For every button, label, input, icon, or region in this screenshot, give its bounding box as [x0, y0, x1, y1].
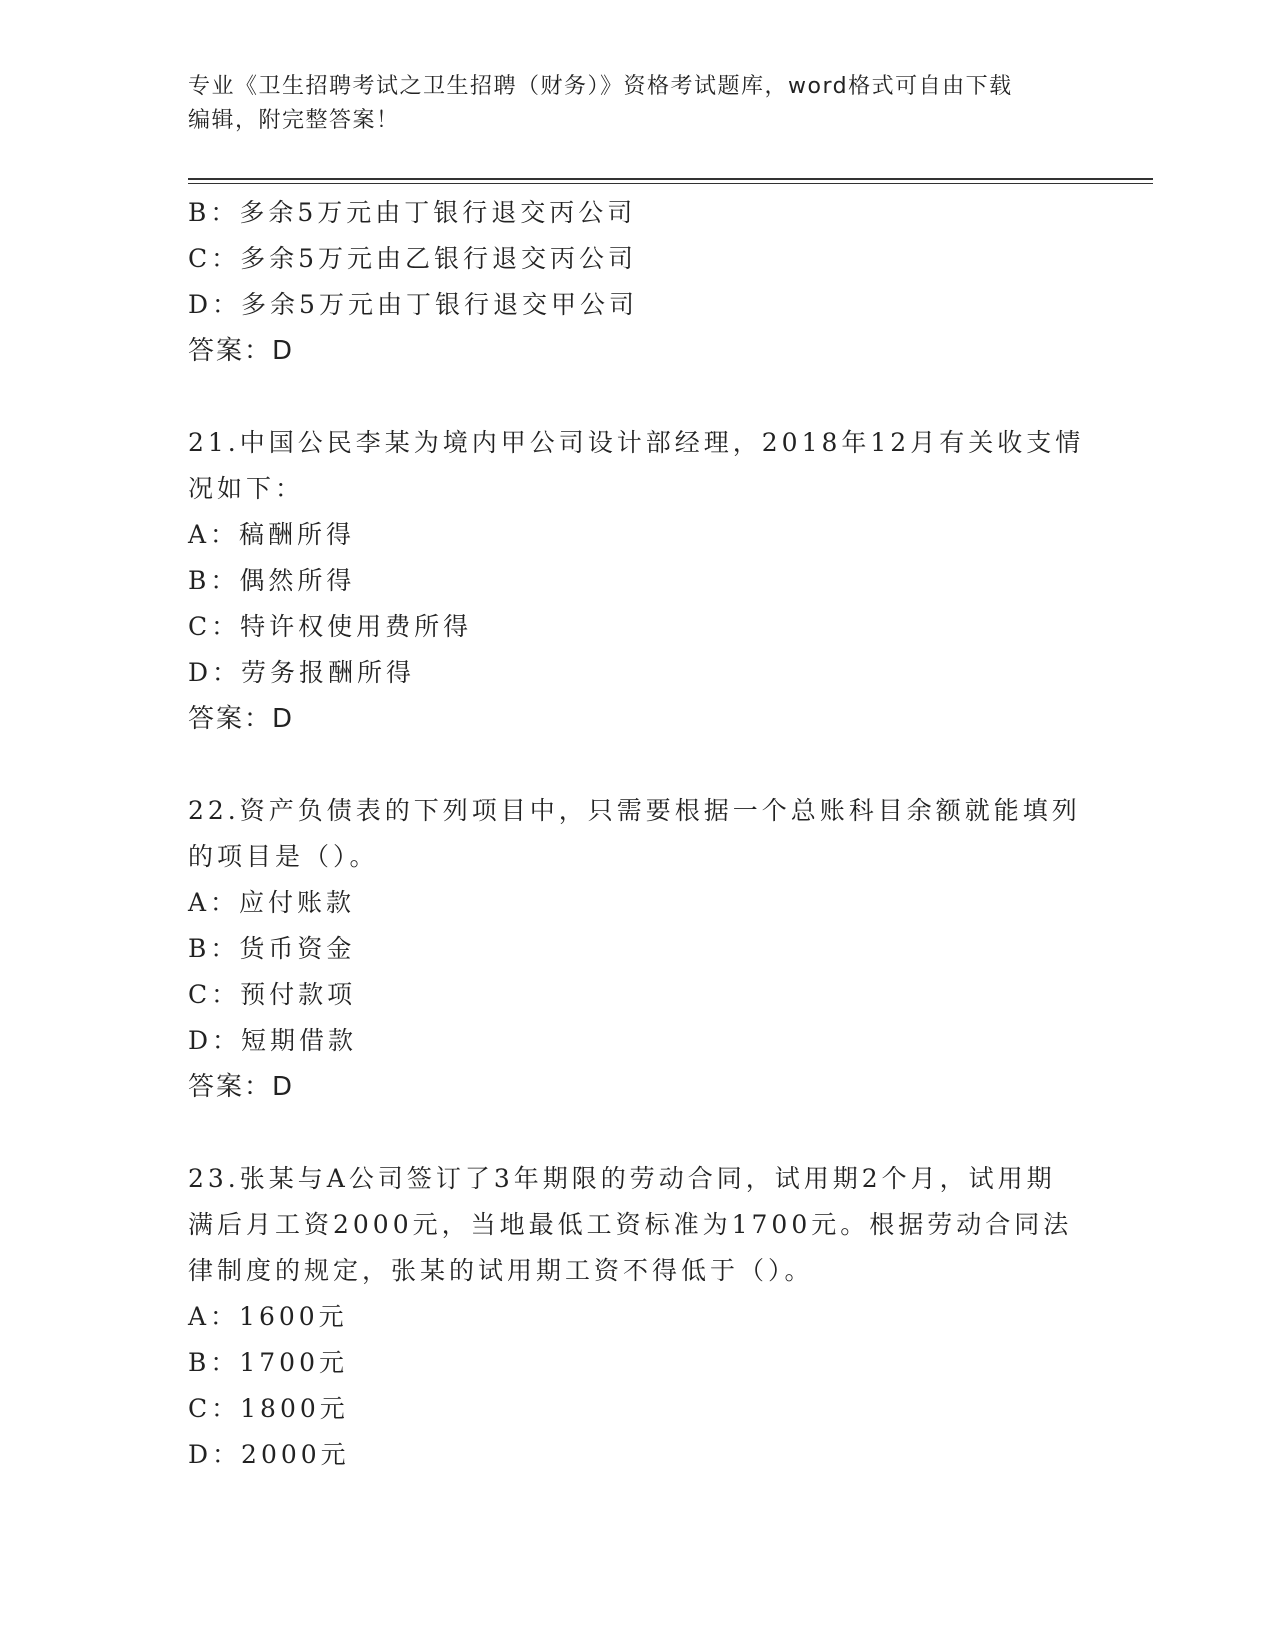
option-b: B：1700元	[188, 1348, 348, 1377]
option-d: D：劳务报酬所得	[188, 658, 416, 687]
option-c: C：预付款项	[188, 980, 357, 1009]
question-23-text-line-2: 满后月工资2000元，当地最低工资标准为1700元。根据劳动合同法	[188, 1210, 1073, 1239]
question-22-text-line-1: 22.资产负债表的下列项目中，只需要根据一个总账科目余额就能填列	[188, 796, 1081, 825]
header-divider-thin	[188, 183, 1153, 184]
question-22-text-line-2: 的项目是（）。	[188, 842, 379, 871]
page-header	[188, 70, 1088, 138]
answer-line: 答案：D	[188, 1072, 295, 1102]
question-21-text-line-1: 21.中国公民李某为境内甲公司设计部经理，2018年12月有关收支情	[188, 428, 1085, 457]
option-a: A：应付账款	[188, 888, 356, 917]
question-23-text-line-1: 23.张某与A公司签订了3年期限的劳动合同，试用期2个月，试用期	[188, 1164, 1056, 1193]
question-23-text-line-3: 律制度的规定，张某的试用期工资不得低于（）。	[188, 1256, 814, 1285]
option-d: D：2000元	[188, 1440, 350, 1469]
option-d: D：多余5万元由丁银行退交甲公司	[188, 290, 638, 319]
question-content	[188, 190, 1088, 1478]
question-21-text-line-2: 况如下：	[188, 474, 305, 503]
option-c: C：特许权使用费所得	[188, 612, 473, 641]
option-b: B：多余5万元由丁银行退交丙公司	[188, 198, 637, 227]
option-d: D：短期借款	[188, 1026, 358, 1055]
answer-line: 答案：D	[188, 704, 295, 734]
header-divider-thick	[188, 178, 1153, 180]
option-c: C：1800元	[188, 1394, 349, 1423]
option-b: B：货币资金	[188, 934, 356, 963]
header-line-1: 专业《卫生招聘考试之卫生招聘（财务）》资格考试题库，word格式可自由下载	[188, 74, 1013, 99]
option-a: A：稿酬所得	[188, 520, 356, 549]
option-c: C：多余5万元由乙银行退交丙公司	[188, 244, 638, 273]
option-a: A：1600元	[188, 1302, 348, 1331]
answer-line: 答案：D	[188, 336, 295, 366]
header-line-2: 编辑，附完整答案！	[188, 108, 400, 133]
option-b: B：偶然所得	[188, 566, 356, 595]
